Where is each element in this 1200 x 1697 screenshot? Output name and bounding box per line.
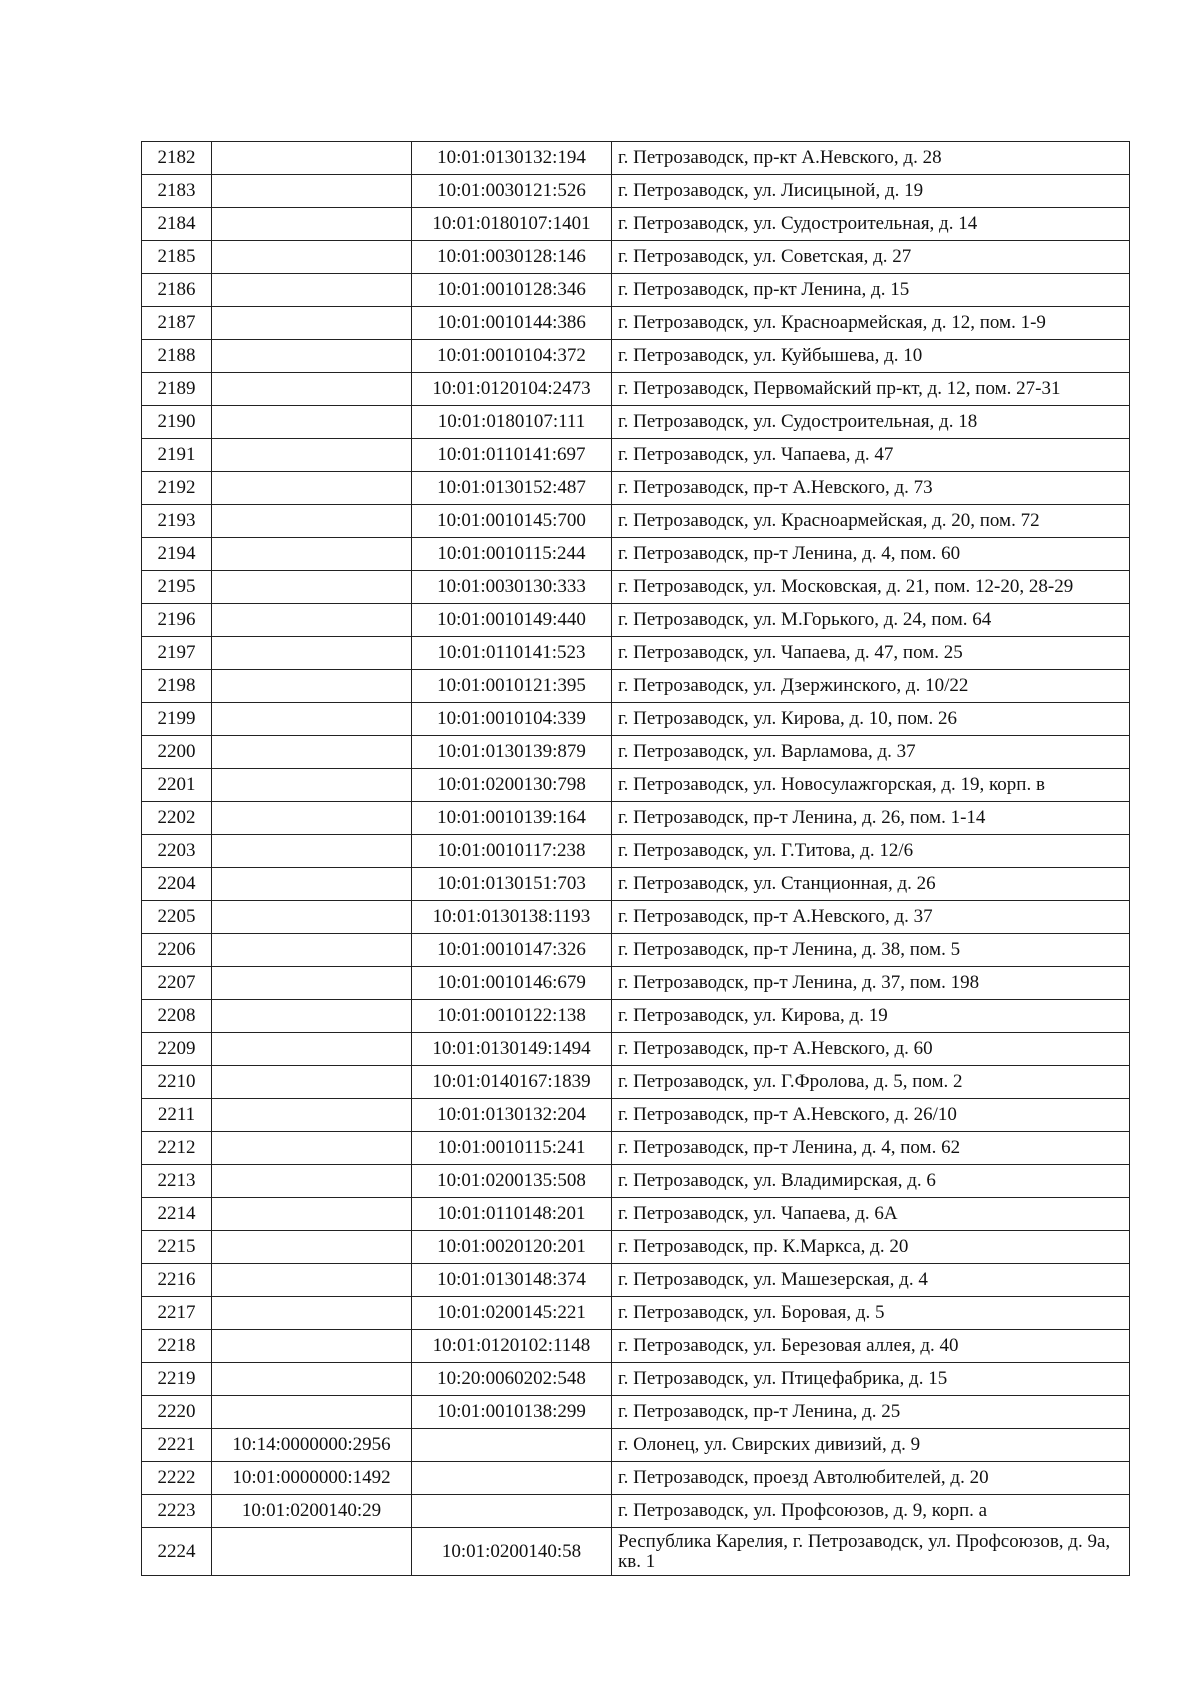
row-number: 2222 <box>142 1462 212 1495</box>
address-cell: г. Петрозаводск, ул. Птицефабрика, д. 15 <box>612 1363 1130 1396</box>
address-cell: г. Петрозаводск, ул. Чапаева, д. 47 <box>612 439 1130 472</box>
cadastral-number-cell <box>212 1528 412 1576</box>
cadastral-number-cell <box>212 340 412 373</box>
address-cell: г. Петрозаводск, проезд Автолюбителей, д. 20 <box>612 1462 1130 1495</box>
row-number: 2218 <box>142 1330 212 1363</box>
cadastral-number-alt-cell: 10:01:0130132:194 <box>412 142 612 175</box>
cadastral-number-cell <box>212 439 412 472</box>
address-cell: г. Петрозаводск, ул. Боровая, д. 5 <box>612 1297 1130 1330</box>
table-row <box>142 307 1130 340</box>
cadastral-number-cell <box>212 274 412 307</box>
cadastral-number-cell <box>212 208 412 241</box>
row-number: 2190 <box>142 406 212 439</box>
row-number: 2192 <box>142 472 212 505</box>
table-row <box>142 1396 1130 1429</box>
table-row <box>142 703 1130 736</box>
cadastral-number-alt-cell: 10:01:0130132:204 <box>412 1099 612 1132</box>
cadastral-number-alt-cell: 10:01:0010122:138 <box>412 1000 612 1033</box>
address-cell: г. Петрозаводск, пр-т Ленина, д. 38, пом. 5 <box>612 934 1130 967</box>
address-cell: г. Петрозаводск, ул. Московская, д. 21, пом. 12-20, 28-29 <box>612 571 1130 604</box>
table-row <box>142 175 1130 208</box>
cadastral-number-alt-cell <box>412 1495 612 1528</box>
table-row <box>142 1264 1130 1297</box>
cadastral-number-cell <box>212 802 412 835</box>
table-row <box>142 1165 1130 1198</box>
address-cell: г. Петрозаводск, ул. Варламова, д. 37 <box>612 736 1130 769</box>
address-cell: г. Петрозаводск, пр-т А.Невского, д. 60 <box>612 1033 1130 1066</box>
row-number: 2196 <box>142 604 212 637</box>
address-cell: г. Петрозаводск, ул. Чапаева, д. 47, пом. 25 <box>612 637 1130 670</box>
cadastral-number-cell <box>212 934 412 967</box>
row-number: 2186 <box>142 274 212 307</box>
address-cell: г. Петрозаводск, пр-кт Ленина, д. 15 <box>612 274 1130 307</box>
address-cell: г. Петрозаводск, ул. Красноармейская, д. 12, пом. 1-9 <box>612 307 1130 340</box>
cadastral-number-alt-cell: 10:01:0110148:201 <box>412 1198 612 1231</box>
row-number: 2207 <box>142 967 212 1000</box>
table-row <box>142 439 1130 472</box>
row-number: 2210 <box>142 1066 212 1099</box>
address-cell: г. Петрозаводск, ул. Судостроительная, д. 18 <box>612 406 1130 439</box>
cadastral-number-alt-cell: 10:01:0010104:339 <box>412 703 612 736</box>
table-row <box>142 241 1130 274</box>
cadastral-number-cell <box>212 670 412 703</box>
table-row <box>142 274 1130 307</box>
table-row <box>142 769 1130 802</box>
cadastral-number-alt-cell: 10:01:0010145:700 <box>412 505 612 538</box>
cadastral-number-cell <box>212 538 412 571</box>
cadastral-number-alt-cell: 10:01:0180107:1401 <box>412 208 612 241</box>
table-row <box>142 571 1130 604</box>
cadastral-number-cell <box>212 967 412 1000</box>
address-cell: г. Петрозаводск, ул. Машезерская, д. 4 <box>612 1264 1130 1297</box>
address-cell: г. Петрозаводск, пр-т Ленина, д. 26, пом. 1-14 <box>612 802 1130 835</box>
cadastral-number-cell <box>212 1033 412 1066</box>
cadastral-number-cell <box>212 868 412 901</box>
cadastral-number-alt-cell: 10:01:0030121:526 <box>412 175 612 208</box>
cadastral-number-cell <box>212 1132 412 1165</box>
table-row <box>142 1297 1130 1330</box>
table-row <box>142 1033 1130 1066</box>
row-number: 2191 <box>142 439 212 472</box>
row-number: 2216 <box>142 1264 212 1297</box>
row-number: 2189 <box>142 373 212 406</box>
table-row <box>142 1132 1130 1165</box>
row-number: 2184 <box>142 208 212 241</box>
table-row <box>142 373 1130 406</box>
cadastral-number-cell <box>212 835 412 868</box>
row-number: 2183 <box>142 175 212 208</box>
row-number: 2219 <box>142 1363 212 1396</box>
cadastral-number-alt-cell: 10:01:0010139:164 <box>412 802 612 835</box>
row-number: 2202 <box>142 802 212 835</box>
cadastral-number-cell <box>212 736 412 769</box>
row-number: 2223 <box>142 1495 212 1528</box>
cadastral-number-cell <box>212 1000 412 1033</box>
cadastral-number-alt-cell <box>412 1462 612 1495</box>
property-registry-table <box>141 141 1130 1576</box>
row-number: 2197 <box>142 637 212 670</box>
cadastral-number-alt-cell: 10:01:0010121:395 <box>412 670 612 703</box>
row-number: 2193 <box>142 505 212 538</box>
address-cell: г. Петрозаводск, ул. Красноармейская, д. 20, пом. 72 <box>612 505 1130 538</box>
table-row <box>142 1099 1130 1132</box>
row-number: 2208 <box>142 1000 212 1033</box>
address-cell: г. Петрозаводск, пр-т Ленина, д. 4, пом. 62 <box>612 1132 1130 1165</box>
address-cell: г. Петрозаводск, пр. К.Маркса, д. 20 <box>612 1231 1130 1264</box>
table-row <box>142 208 1130 241</box>
table-row <box>142 736 1130 769</box>
row-number: 2195 <box>142 571 212 604</box>
table-row <box>142 142 1130 175</box>
row-number: 2194 <box>142 538 212 571</box>
table-row <box>142 901 1130 934</box>
cadastral-number-alt-cell: 10:01:0010115:241 <box>412 1132 612 1165</box>
row-number: 2198 <box>142 670 212 703</box>
address-cell: г. Петрозаводск, ул. Кирова, д. 19 <box>612 1000 1130 1033</box>
cadastral-number-alt-cell: 10:01:0030130:333 <box>412 571 612 604</box>
cadastral-number-alt-cell: 10:01:0010117:238 <box>412 835 612 868</box>
cadastral-number-alt-cell: 10:01:0030128:146 <box>412 241 612 274</box>
cadastral-number-alt-cell: 10:01:0200140:58 <box>412 1528 612 1576</box>
address-cell: Республика Карелия, г. Петрозаводск, ул. Профсоюзов, д. 9а, кв. 1 <box>612 1528 1130 1576</box>
cadastral-number-alt-cell <box>412 1429 612 1462</box>
cadastral-number-alt-cell: 10:01:0130151:703 <box>412 868 612 901</box>
cadastral-number-alt-cell: 10:01:0130149:1494 <box>412 1033 612 1066</box>
cadastral-number-cell <box>212 703 412 736</box>
cadastral-number-alt-cell: 10:01:0010144:386 <box>412 307 612 340</box>
cadastral-number-cell <box>212 1165 412 1198</box>
address-cell: г. Петрозаводск, ул. Куйбышева, д. 10 <box>612 340 1130 373</box>
table-row <box>142 868 1130 901</box>
cadastral-number-cell: 10:14:0000000:2956 <box>212 1429 412 1462</box>
address-cell: г. Петрозаводск, пр-т А.Невского, д. 37 <box>612 901 1130 934</box>
cadastral-number-cell <box>212 769 412 802</box>
address-cell: г. Петрозаводск, ул. Станционная, д. 26 <box>612 868 1130 901</box>
table-row <box>142 1198 1130 1231</box>
table-row <box>142 934 1130 967</box>
registry-table-body <box>142 142 1130 1576</box>
address-cell: г. Петрозаводск, ул. Лисицыной, д. 19 <box>612 175 1130 208</box>
address-cell: г. Петрозаводск, пр-т А.Невского, д. 73 <box>612 472 1130 505</box>
row-number: 2200 <box>142 736 212 769</box>
address-cell: г. Петрозаводск, пр-т А.Невского, д. 26/10 <box>612 1099 1130 1132</box>
row-number: 2224 <box>142 1528 212 1576</box>
table-row <box>142 1330 1130 1363</box>
row-number: 2214 <box>142 1198 212 1231</box>
row-number: 2212 <box>142 1132 212 1165</box>
cadastral-number-alt-cell: 10:01:0200135:508 <box>412 1165 612 1198</box>
address-cell: г. Петрозаводск, ул. Кирова, д. 10, пом. 26 <box>612 703 1130 736</box>
row-number: 2204 <box>142 868 212 901</box>
row-number: 2211 <box>142 1099 212 1132</box>
address-cell: г. Петрозаводск, пр-кт А.Невского, д. 28 <box>612 142 1130 175</box>
table-row <box>142 604 1130 637</box>
address-cell: г. Петрозаводск, ул. Г.Титова, д. 12/6 <box>612 835 1130 868</box>
table-row <box>142 835 1130 868</box>
table-row <box>142 967 1130 1000</box>
address-cell: г. Петрозаводск, Первомайский пр-кт, д. 12, пом. 27-31 <box>612 373 1130 406</box>
table-row <box>142 1495 1130 1528</box>
cadastral-number-cell <box>212 901 412 934</box>
row-number: 2187 <box>142 307 212 340</box>
row-number: 2206 <box>142 934 212 967</box>
cadastral-number-cell <box>212 1099 412 1132</box>
table-row <box>142 1363 1130 1396</box>
table-row <box>142 1000 1130 1033</box>
cadastral-number-alt-cell: 10:01:0180107:111 <box>412 406 612 439</box>
cadastral-number-alt-cell: 10:01:0130148:374 <box>412 1264 612 1297</box>
cadastral-number-cell <box>212 1396 412 1429</box>
address-cell: г. Петрозаводск, ул. Владимирская, д. 6 <box>612 1165 1130 1198</box>
cadastral-number-alt-cell: 10:01:0120102:1148 <box>412 1330 612 1363</box>
cadastral-number-cell <box>212 307 412 340</box>
address-cell: г. Петрозаводск, ул. Советская, д. 27 <box>612 241 1130 274</box>
cadastral-number-cell <box>212 1198 412 1231</box>
table-row <box>142 340 1130 373</box>
cadastral-number-cell <box>212 241 412 274</box>
cadastral-number-alt-cell: 10:01:0130138:1193 <box>412 901 612 934</box>
address-cell: г. Петрозаводск, ул. Дзержинского, д. 10/22 <box>612 670 1130 703</box>
row-number: 2203 <box>142 835 212 868</box>
address-cell: г. Петрозаводск, ул. Профсоюзов, д. 9, корп. а <box>612 1495 1130 1528</box>
cadastral-number-cell <box>212 373 412 406</box>
cadastral-number-cell <box>212 1066 412 1099</box>
address-cell: г. Петрозаводск, ул. Судостроительная, д. 14 <box>612 208 1130 241</box>
cadastral-number-alt-cell: 10:20:0060202:548 <box>412 1363 612 1396</box>
row-number: 2221 <box>142 1429 212 1462</box>
address-cell: г. Петрозаводск, ул. Новосулажгорская, д. 19, корп. в <box>612 769 1130 802</box>
cadastral-number-cell: 10:01:0200140:29 <box>212 1495 412 1528</box>
table-row <box>142 1528 1130 1576</box>
cadastral-number-cell: 10:01:0000000:1492 <box>212 1462 412 1495</box>
cadastral-number-alt-cell: 10:01:0130152:487 <box>412 472 612 505</box>
cadastral-number-alt-cell: 10:01:0010138:299 <box>412 1396 612 1429</box>
cadastral-number-alt-cell: 10:01:0200145:221 <box>412 1297 612 1330</box>
table-row <box>142 802 1130 835</box>
cadastral-number-alt-cell: 10:01:0010149:440 <box>412 604 612 637</box>
table-row <box>142 472 1130 505</box>
address-cell: г. Петрозаводск, ул. Г.Фролова, д. 5, пом. 2 <box>612 1066 1130 1099</box>
table-row <box>142 1462 1130 1495</box>
row-number: 2215 <box>142 1231 212 1264</box>
table-row <box>142 1429 1130 1462</box>
address-cell: г. Петрозаводск, пр-т Ленина, д. 4, пом. 60 <box>612 538 1130 571</box>
table-row <box>142 670 1130 703</box>
cadastral-number-cell <box>212 1264 412 1297</box>
row-number: 2188 <box>142 340 212 373</box>
cadastral-number-alt-cell: 10:01:0130139:879 <box>412 736 612 769</box>
cadastral-number-alt-cell: 10:01:0140167:1839 <box>412 1066 612 1099</box>
cadastral-number-alt-cell: 10:01:0010146:679 <box>412 967 612 1000</box>
cadastral-number-cell <box>212 1363 412 1396</box>
cadastral-number-cell <box>212 1231 412 1264</box>
cadastral-number-cell <box>212 1330 412 1363</box>
row-number: 2185 <box>142 241 212 274</box>
address-cell: г. Петрозаводск, ул. Чапаева, д. 6А <box>612 1198 1130 1231</box>
cadastral-number-cell <box>212 472 412 505</box>
cadastral-number-alt-cell: 10:01:0010147:326 <box>412 934 612 967</box>
row-number: 2213 <box>142 1165 212 1198</box>
cadastral-number-alt-cell: 10:01:0120104:2473 <box>412 373 612 406</box>
cadastral-number-cell <box>212 505 412 538</box>
row-number: 2220 <box>142 1396 212 1429</box>
row-number: 2199 <box>142 703 212 736</box>
address-cell: г. Петрозаводск, ул. Березовая аллея, д. 40 <box>612 1330 1130 1363</box>
cadastral-number-cell <box>212 406 412 439</box>
cadastral-number-cell <box>212 637 412 670</box>
cadastral-number-cell <box>212 571 412 604</box>
cadastral-number-cell <box>212 175 412 208</box>
cadastral-number-alt-cell: 10:01:0020120:201 <box>412 1231 612 1264</box>
cadastral-number-alt-cell: 10:01:0110141:697 <box>412 439 612 472</box>
table-row <box>142 538 1130 571</box>
row-number: 2209 <box>142 1033 212 1066</box>
row-number: 2205 <box>142 901 212 934</box>
cadastral-number-cell <box>212 604 412 637</box>
address-cell: г. Петрозаводск, ул. М.Горького, д. 24, пом. 64 <box>612 604 1130 637</box>
row-number: 2201 <box>142 769 212 802</box>
table-row <box>142 505 1130 538</box>
table-row <box>142 1231 1130 1264</box>
table-row <box>142 406 1130 439</box>
address-cell: г. Петрозаводск, пр-т Ленина, д. 37, пом. 198 <box>612 967 1130 1000</box>
row-number: 2182 <box>142 142 212 175</box>
cadastral-number-alt-cell: 10:01:0110141:523 <box>412 637 612 670</box>
address-cell: г. Петрозаводск, пр-т Ленина, д. 25 <box>612 1396 1130 1429</box>
cadastral-number-cell <box>212 1297 412 1330</box>
address-cell: г. Олонец, ул. Свирских дивизий, д. 9 <box>612 1429 1130 1462</box>
table-row <box>142 1066 1130 1099</box>
cadastral-number-alt-cell: 10:01:0010128:346 <box>412 274 612 307</box>
row-number: 2217 <box>142 1297 212 1330</box>
cadastral-number-alt-cell: 10:01:0200130:798 <box>412 769 612 802</box>
table-row <box>142 637 1130 670</box>
cadastral-number-alt-cell: 10:01:0010115:244 <box>412 538 612 571</box>
cadastral-number-alt-cell: 10:01:0010104:372 <box>412 340 612 373</box>
cadastral-number-cell <box>212 142 412 175</box>
